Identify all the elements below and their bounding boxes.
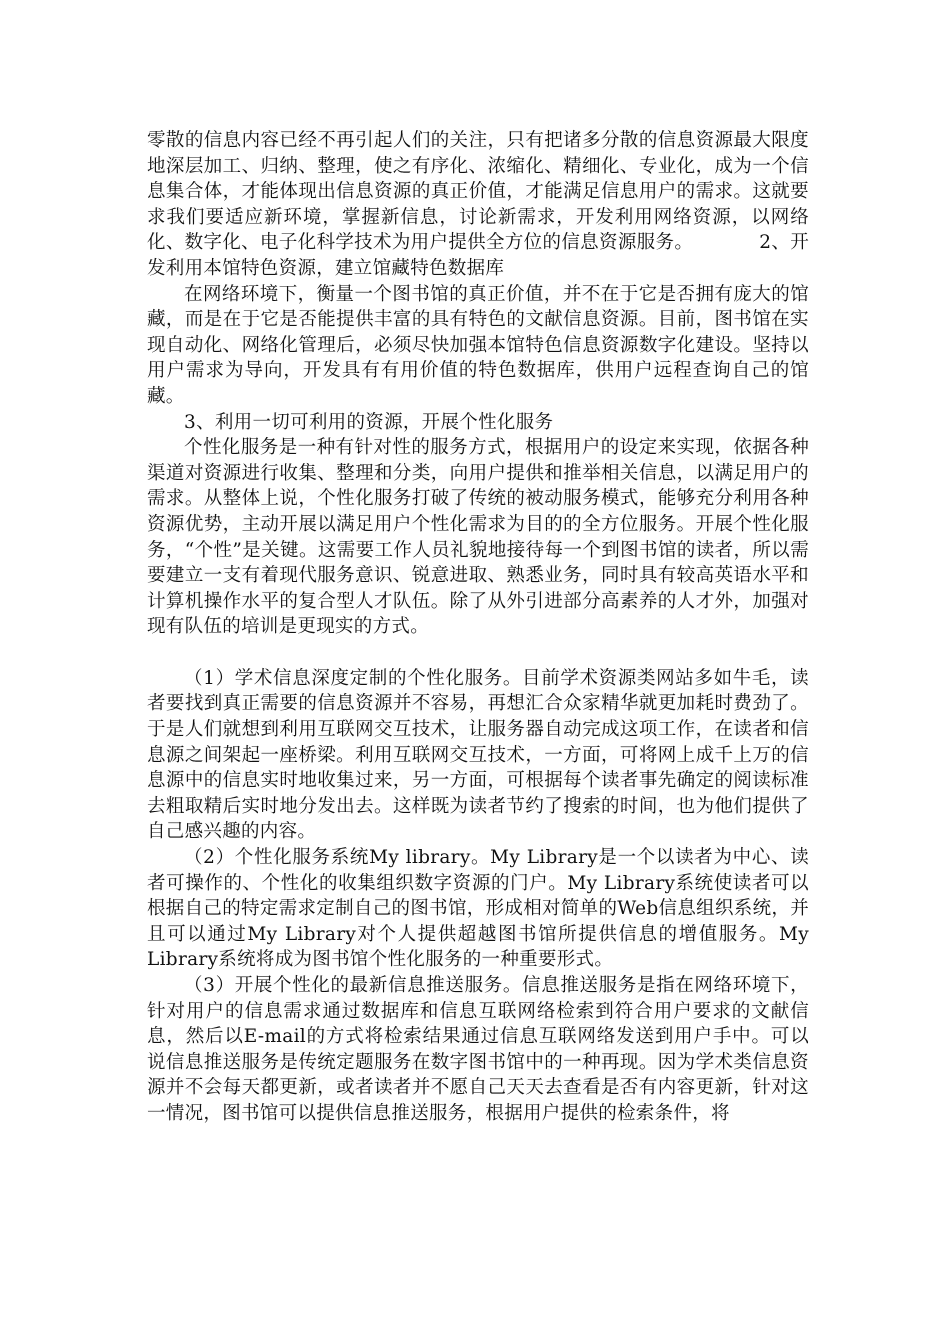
paragraph-spacer (147, 640, 809, 666)
paragraph-intro: 零散的信息内容已经不再引起人们的关注，只有把诸多分散的信息资源最大限度地深层加工、归纳、整理，使之有序化、浓缩化、精细化、专业化，成为一个信息集合体，才能体现出信息资源的真正价值，才能满足信息用户的需求。这就要求我们要适应新环境，掌握新信息，讨论新需求，开发利用网络资源，以网络化、数字化、电子化科学技术为用户提供全方位的信息资源服务。 2、开发利用本馆特色资源，建立馆藏特色数据库 (147, 130, 809, 279)
paragraph-item-3: （3）开展个性化的最新信息推送服务。信息推送服务是指在网络环境下，针对用户的信息需求通过数据库和信息互联网络检索到符合用户要求的文献信息，然后以E-mail的方式将检索结果通过信息互联网络发送到用户手中。可以说信息推送服务是传统定题服务在数字图书馆中的一种再现。因为学术类信息资源并不会每天都更新，或者读者并不愿自己天天去查看是否有内容更新，针对这一情况，图书馆可以提供信息推送服务，根据用户提供的检索条件，将 (147, 975, 809, 1124)
paragraph-item-2: （2）个性化服务系统My library。My Library是一个以读者为中心、读者可操作的、个性化的收集组织数字资源的门户。My Library系统使读者可以根据自己的特定需求定制自己的图书馆，形成相对简单的Web信息组织系统，并且可以通过My Library对个人提供超越图书馆所提供信息的增值服务。My Library系统将成为图书馆个性化服务的一种重要形式。 (147, 847, 809, 971)
paragraph-library-value: 在网络环境下，衡量一个图书馆的真正价值，并不在于它是否拥有庞大的馆藏，而是在于它是否能提供丰富的具有特色的文献信息资源。目前，图书馆在实现自动化、网络化管理后，必须尽快加强本馆特色信息资源数字化建设。坚持以用户需求为导向，开发具有有用价值的特色数据库，供用户远程查询自己的馆藏。 (147, 283, 809, 407)
document-body (147, 128, 809, 1127)
section-heading-personalized-service: 3、利用一切可利用的资源，开展个性化服务 (184, 411, 554, 433)
paragraph-item-1: （1）学术信息深度定制的个性化服务。目前学术资源类网站多如牛毛，读者要找到真正需要的信息资源并不容易，再想汇合众家精华就更加耗时费劲了。于是人们就想到利用互联网交互技术，让服务器自动完成这项工作，在读者和信息源之间架起一座桥梁。利用互联网交互技术，一方面，可将网上成千上万的信息源中的信息实时地收集过来，另一方面，可根据每个读者事先确定的阅读标准去粗取精后实时地分发出去。这样既为读者节约了搜索的时间，也为他们提供了自己感兴趣的内容。 (147, 667, 809, 843)
paragraph-personalized-service: 个性化服务是一种有针对性的服务方式，根据用户的设定来实现，依据各种渠道对资源进行收集、整理和分类，向用户提供和推举相关信息，以满足用户的需求。从整体上说，个性化服务打破了传统的被动服务模式，能够充分利用各种资源优势，主动开展以满足用户个性化需求为目的的全方位服务。开展个性化服务，“个性”是关键。这需要工作人员礼貌地接待每一个到图书馆的读者，所以需要建立一支有着现代服务意识、锐意进取、熟悉业务，同时具有较高英语水平和计算机操作水平的复合型人才队伍。除了从外引进部分高素养的人才外，加强对现有队伍的培训是更现实的方式。 (147, 437, 809, 638)
